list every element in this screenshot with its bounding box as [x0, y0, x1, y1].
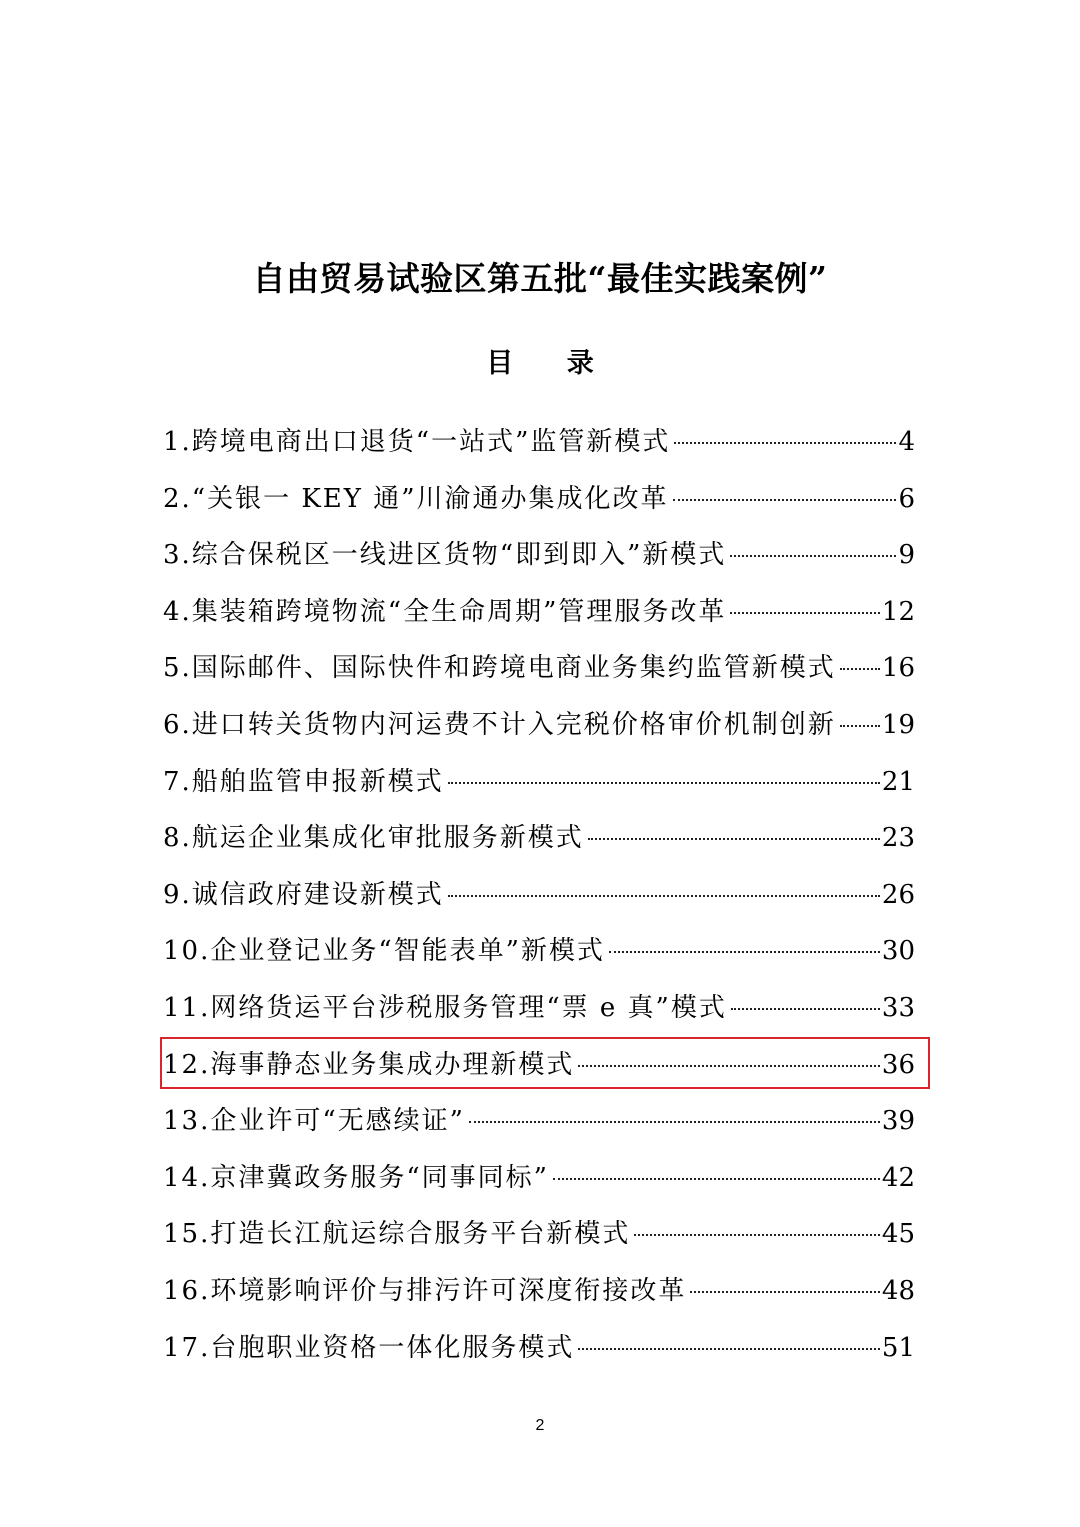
toc-item-label: 15.打造长江航运综合服务平台新模式: [163, 1219, 631, 1250]
toc-heading: 目 录: [486, 348, 594, 380]
toc-dot-leader: [840, 668, 880, 670]
table-of-contents: [163, 414, 915, 1376]
toc-item-15[interactable]: [163, 1206, 915, 1263]
toc-item-4[interactable]: [163, 584, 915, 641]
toc-dot-leader: [448, 895, 880, 897]
toc-dot-leader: [553, 1178, 880, 1180]
toc-item-label: 11.网络货运平台涉税服务管理“票 e 真”模式: [163, 992, 727, 1023]
toc-item-page: 23: [881, 823, 915, 854]
toc-item-page: 45: [881, 1219, 915, 1250]
toc-item-label: 17.台胞职业资格一体化服务模式: [163, 1332, 575, 1363]
toc-item-8[interactable]: [163, 810, 915, 867]
toc-dot-leader: [731, 1008, 880, 1010]
toc-dot-leader: [469, 1121, 880, 1123]
toc-item-page: 39: [881, 1106, 915, 1137]
toc-item-label: 1.跨境电商出口退货“一站式”监管新模式: [163, 427, 671, 457]
toc-item-label: 5.国际邮件、国际快件和跨境电商业务集约监管新模式: [163, 653, 836, 684]
toc-dot-leader: [588, 838, 880, 840]
toc-dot-leader: [578, 1065, 880, 1067]
toc-item-label: 16.环境影响评价与排污许可深度衔接改革: [163, 1275, 687, 1306]
toc-item-page: 16: [881, 653, 915, 684]
toc-dot-leader: [840, 725, 880, 727]
toc-item-page: 6: [898, 483, 915, 514]
toc-item-page: 9: [898, 540, 915, 571]
toc-item-9[interactable]: [163, 867, 915, 924]
toc-item-label: 13.企业许可“无感续证”: [163, 1106, 465, 1137]
toc-item-6[interactable]: [163, 697, 915, 754]
toc-dot-leader: [730, 612, 880, 614]
toc-item-label: 8.航运企业集成化审批服务新模式: [163, 823, 584, 854]
toc-item-page: 12: [881, 596, 915, 627]
toc-item-page: 4: [898, 427, 915, 457]
toc-item-2[interactable]: [163, 471, 915, 528]
toc-item-label: 4.集装箱跨境物流“全生命周期”管理服务改革: [163, 596, 727, 627]
toc-item-label: 10.企业登记业务“智能表单”新模式: [163, 936, 605, 967]
toc-dot-leader: [448, 782, 880, 784]
toc-dot-leader: [634, 1234, 880, 1236]
toc-item-page: 21: [881, 766, 915, 797]
toc-item-7[interactable]: [163, 754, 915, 811]
toc-item-5[interactable]: [163, 640, 915, 697]
toc-item-10[interactable]: [163, 923, 915, 980]
toc-item-label: 12.海事静态业务集成办理新模式: [163, 1049, 575, 1080]
toc-item-label: 6.进口转关货物内河运费不计入完税价格审价机制创新: [163, 709, 836, 740]
document-title: 自由贸易试验区第五批“最佳实践案例”: [252, 259, 828, 299]
toc-item-page: 33: [881, 992, 915, 1023]
toc-dot-leader: [674, 442, 896, 444]
toc-item-1[interactable]: [163, 414, 915, 471]
page-number: 2: [535, 1417, 545, 1434]
toc-item-17[interactable]: [163, 1320, 915, 1377]
toc-item-label: 3.综合保税区一线进区货物“即到即入”新模式: [163, 540, 727, 571]
toc-item-14[interactable]: [163, 1150, 915, 1207]
toc-item-label: 2.“关银一 KEY 通”川渝通办集成化改革: [163, 483, 669, 514]
toc-item-page: 51: [881, 1332, 915, 1363]
toc-item-16[interactable]: [163, 1263, 915, 1320]
toc-item-12[interactable]: [163, 1037, 915, 1094]
toc-item-page: 19: [881, 709, 915, 740]
toc-item-page: 30: [881, 936, 915, 967]
toc-item-page: 26: [881, 879, 915, 910]
toc-item-3[interactable]: [163, 527, 915, 584]
toc-item-label: 14.京津冀政务服务“同事同标”: [163, 1162, 549, 1193]
toc-dot-leader: [690, 1291, 880, 1293]
toc-item-13[interactable]: [163, 1093, 915, 1150]
toc-item-label: 7.船舶监管申报新模式: [163, 766, 444, 797]
toc-item-11[interactable]: [163, 980, 915, 1037]
toc-dot-leader: [578, 1348, 880, 1350]
toc-item-page: 42: [881, 1162, 915, 1193]
toc-dot-leader: [609, 951, 880, 953]
toc-item-page: 48: [881, 1275, 915, 1306]
toc-item-label: 9.诚信政府建设新模式: [163, 879, 444, 910]
toc-dot-leader: [730, 555, 896, 557]
toc-item-page: 36: [881, 1049, 915, 1080]
toc-dot-leader: [673, 499, 897, 501]
